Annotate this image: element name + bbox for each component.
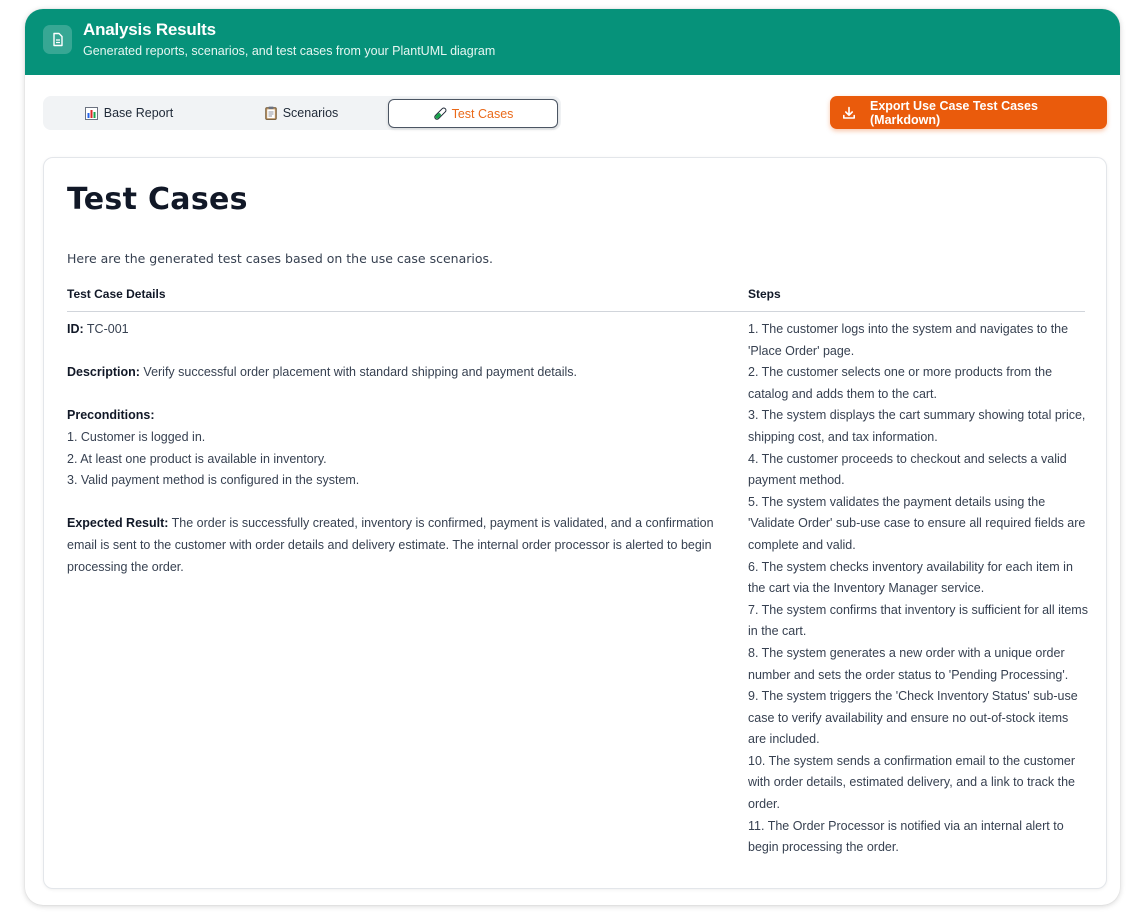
download-icon: [842, 106, 856, 120]
table-header-divider: [67, 311, 1085, 312]
step-item: 8. The system generates a new order with a unique order number and sets the order status to 'Pending Processing'.: [748, 645, 1069, 682]
tab-bar: [43, 96, 561, 130]
step-item: 3. The system displays the cart summary showing total price, shipping cost, and tax information.: [748, 408, 1086, 444]
step-item: 1. The customer logs into the system and navigates to the 'Place Order' page.: [748, 322, 1069, 358]
bar-chart-icon: [85, 106, 99, 120]
section-title: Test Cases: [67, 182, 248, 217]
step-item: 5. The system validates the payment details using the 'Validate Order' sub-use case to ensure all required fields are complete and valid.: [748, 494, 1086, 552]
tab-test-cases[interactable]: [388, 99, 558, 128]
tab-label: Base Report: [103, 106, 174, 120]
tab-scenarios[interactable]: [215, 96, 387, 130]
test-case-details: [67, 319, 727, 578]
tab-label: Scenarios: [282, 106, 339, 120]
precondition-item: 1. Customer is logged in.: [67, 429, 206, 444]
step-item: 9. The system triggers the 'Check Inventory Status' sub-use case to verify availability and ensure no out-of-stock items are included.: [748, 689, 1078, 747]
step-item: 7. The system confirms that inventory is sufficient for all items in the cart.: [748, 602, 1088, 639]
step-item: 11. The Order Processor is notified via an internal alert to begin processing the order.: [748, 818, 1064, 855]
test-case-id: ID: TC-001: [67, 322, 129, 336]
test-case-steps: [748, 319, 1088, 859]
intro-text: Here are the generated test cases based on the use case scenarios.: [67, 251, 493, 266]
preconditions-label: Preconditions:: [67, 408, 155, 423]
header: [25, 9, 1120, 75]
test-cases-panel: [43, 157, 1107, 889]
column-header-steps: Steps: [748, 287, 781, 301]
step-item: 6. The system checks inventory availability for each item in the cart via the Inventory Manager service.: [748, 559, 1073, 596]
page-title: Analysis Results: [83, 20, 216, 39]
document-icon: [43, 25, 72, 54]
tab-label: Test Cases: [451, 106, 514, 121]
export-markdown-button[interactable]: [830, 96, 1107, 129]
column-header-details: Test Case Details: [67, 287, 166, 301]
clipboard-icon: [264, 106, 278, 120]
test-case-description: Description: Verify successful order placement with standard shipping and payment details.: [67, 365, 577, 380]
step-item: 4. The customer proceeds to checkout and selects a valid payment method.: [748, 451, 1067, 488]
expected-result: Expected Result: The order is successfully created, inventory is confirmed, payment is validated, and a confirmation email is sent to the customer with order details and delivery estimate. The internal order processor is alerted to begin processing the order.: [67, 516, 714, 574]
precondition-item: 2. At least one product is available in inventory.: [67, 451, 327, 466]
page-subtitle: Generated reports, scenarios, and test cases from your PlantUML diagram: [83, 44, 496, 58]
precondition-item: 3. Valid payment method is configured in the system.: [67, 473, 360, 488]
step-item: 2. The customer selects one or more products from the catalog and adds them to the cart.: [748, 365, 1053, 401]
test-tube-icon: [433, 107, 447, 121]
analysis-results-card: [25, 9, 1120, 905]
export-button-label: Export Use Case Test Cases (Markdown): [870, 98, 1038, 127]
step-item: 10. The system sends a confirmation email to the customer with order details, estimated delivery, and a link to track the order.: [748, 753, 1076, 812]
tab-base-report[interactable]: [43, 96, 215, 130]
